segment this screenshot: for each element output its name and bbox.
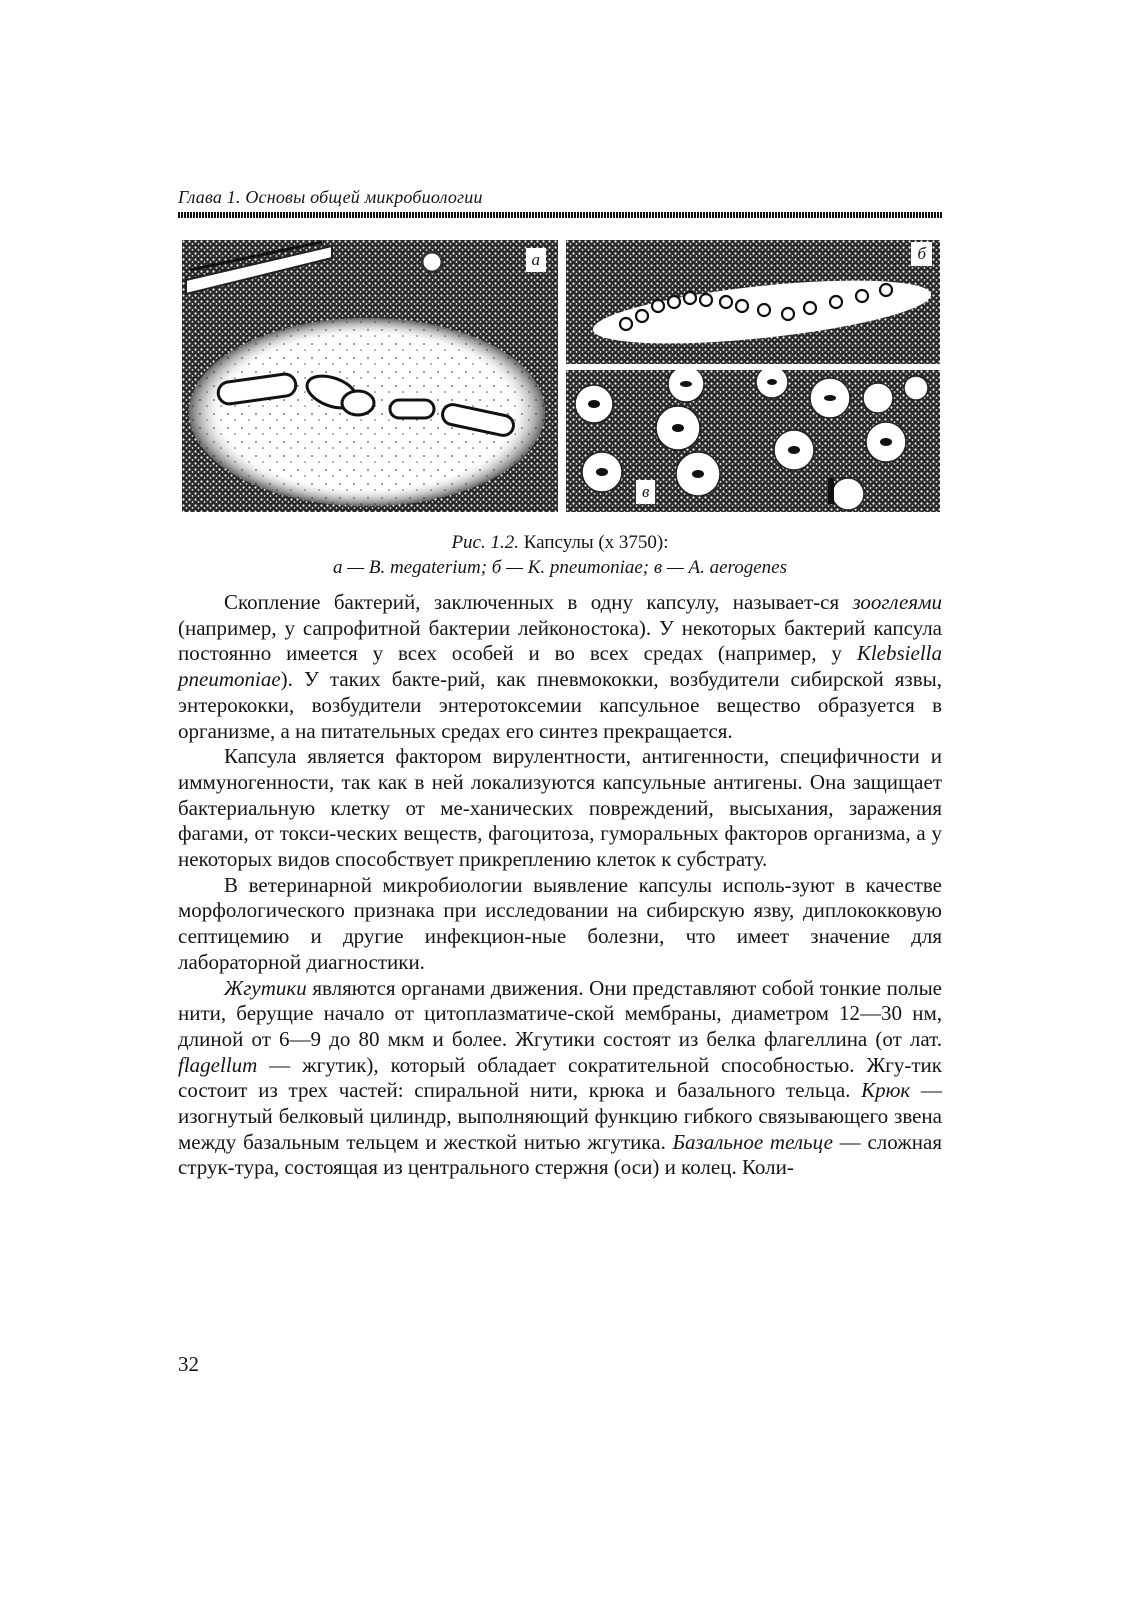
paragraph-2: Капсула является фактором вирулентности, антигенности, специфичности и иммуногенности, так как в ней локализуются капсульные антигены. Она защищает бактериальную клетку от ме-ханических повреждений, высыхания, заражения фагами, от токси-ческих веществ, фагоцитоза, гуморальных факторов организма, а у некоторых видов способствует прикреплению клеток к субстрату. [178, 744, 942, 872]
running-title: Глава 1. Основы общей микробиологии [178, 187, 483, 207]
header-rule [178, 212, 942, 218]
paragraph-4: Жгутики являются органами движения. Они представляют собой тонкие полые нити, берущие начало от цитоплазматиче-ской мембраны, диаметром 12—30 нм, длиной от 6—9 до 80 мкм и более. Жгутики состоят из белка флагеллина (от лат. flagellum — жгутик), который обладает сократительной способностью. Жгу-тик состоит из трех частей: спиральной нити, крюка и базального тельца. Крюк — изогнутый белковый цилиндр, выполняющий функцию гибкого связывающего звена между базальным тельцем и жесткой нитью жгутика. Базальное тельце — сложная струк-тура, состоящая из центрального стержня (оси) и колец. Коли- [178, 975, 943, 1180]
caption-title-line [178, 530, 942, 555]
micrograph-panel-a [182, 240, 558, 512]
micrograph-panel-b [566, 240, 940, 364]
caption-title: Капсулы (х 3750): [518, 532, 669, 553]
panel-letter-b: б [911, 242, 932, 266]
body-text [178, 590, 942, 1181]
caption-label: Рис. 1.2. [451, 532, 519, 553]
page-header [178, 186, 942, 218]
panel-letter-c: в [636, 480, 655, 504]
micrograph-a-image [182, 240, 558, 512]
micrograph-panel-c [566, 370, 940, 512]
paragraph-1: Скопление бактерий, заключенных в одну капсулу, называет-ся зооглеями (например, у сапрофитной бактерии лейконостока). У некоторых бактерий капсула постоянно имеется у всех особей и во всех средах (например, у Klebsiella pneumoniae). У таких бакте-рий, как пневмококки, возбудители сибирской язвы, энтерококки, возбудители энтеротоксемии капсульное вещество образуется в организме, а на питательных средах его синтез прекращается. [178, 590, 942, 743]
micrograph-c-image [566, 370, 940, 512]
caption-legend: а — B. megaterium; б — K. pneumoniae; в — A. aerogenes [332, 557, 788, 578]
panel-letter-a: а [526, 248, 547, 272]
page-number: 32 [178, 1352, 199, 1376]
micrograph-b-image [566, 240, 940, 364]
figure-1-2 [182, 240, 940, 512]
paragraph-3: В ветеринарной микробиологии выявление капсулы исполь-зуют в качестве морфологического признака при исследовании на сибирскую язву, диплококковую септицемию и другие инфекцион-ные болезни, что имеет значение для лабораторной диагностики. [178, 872, 942, 974]
figure-caption [178, 530, 942, 580]
